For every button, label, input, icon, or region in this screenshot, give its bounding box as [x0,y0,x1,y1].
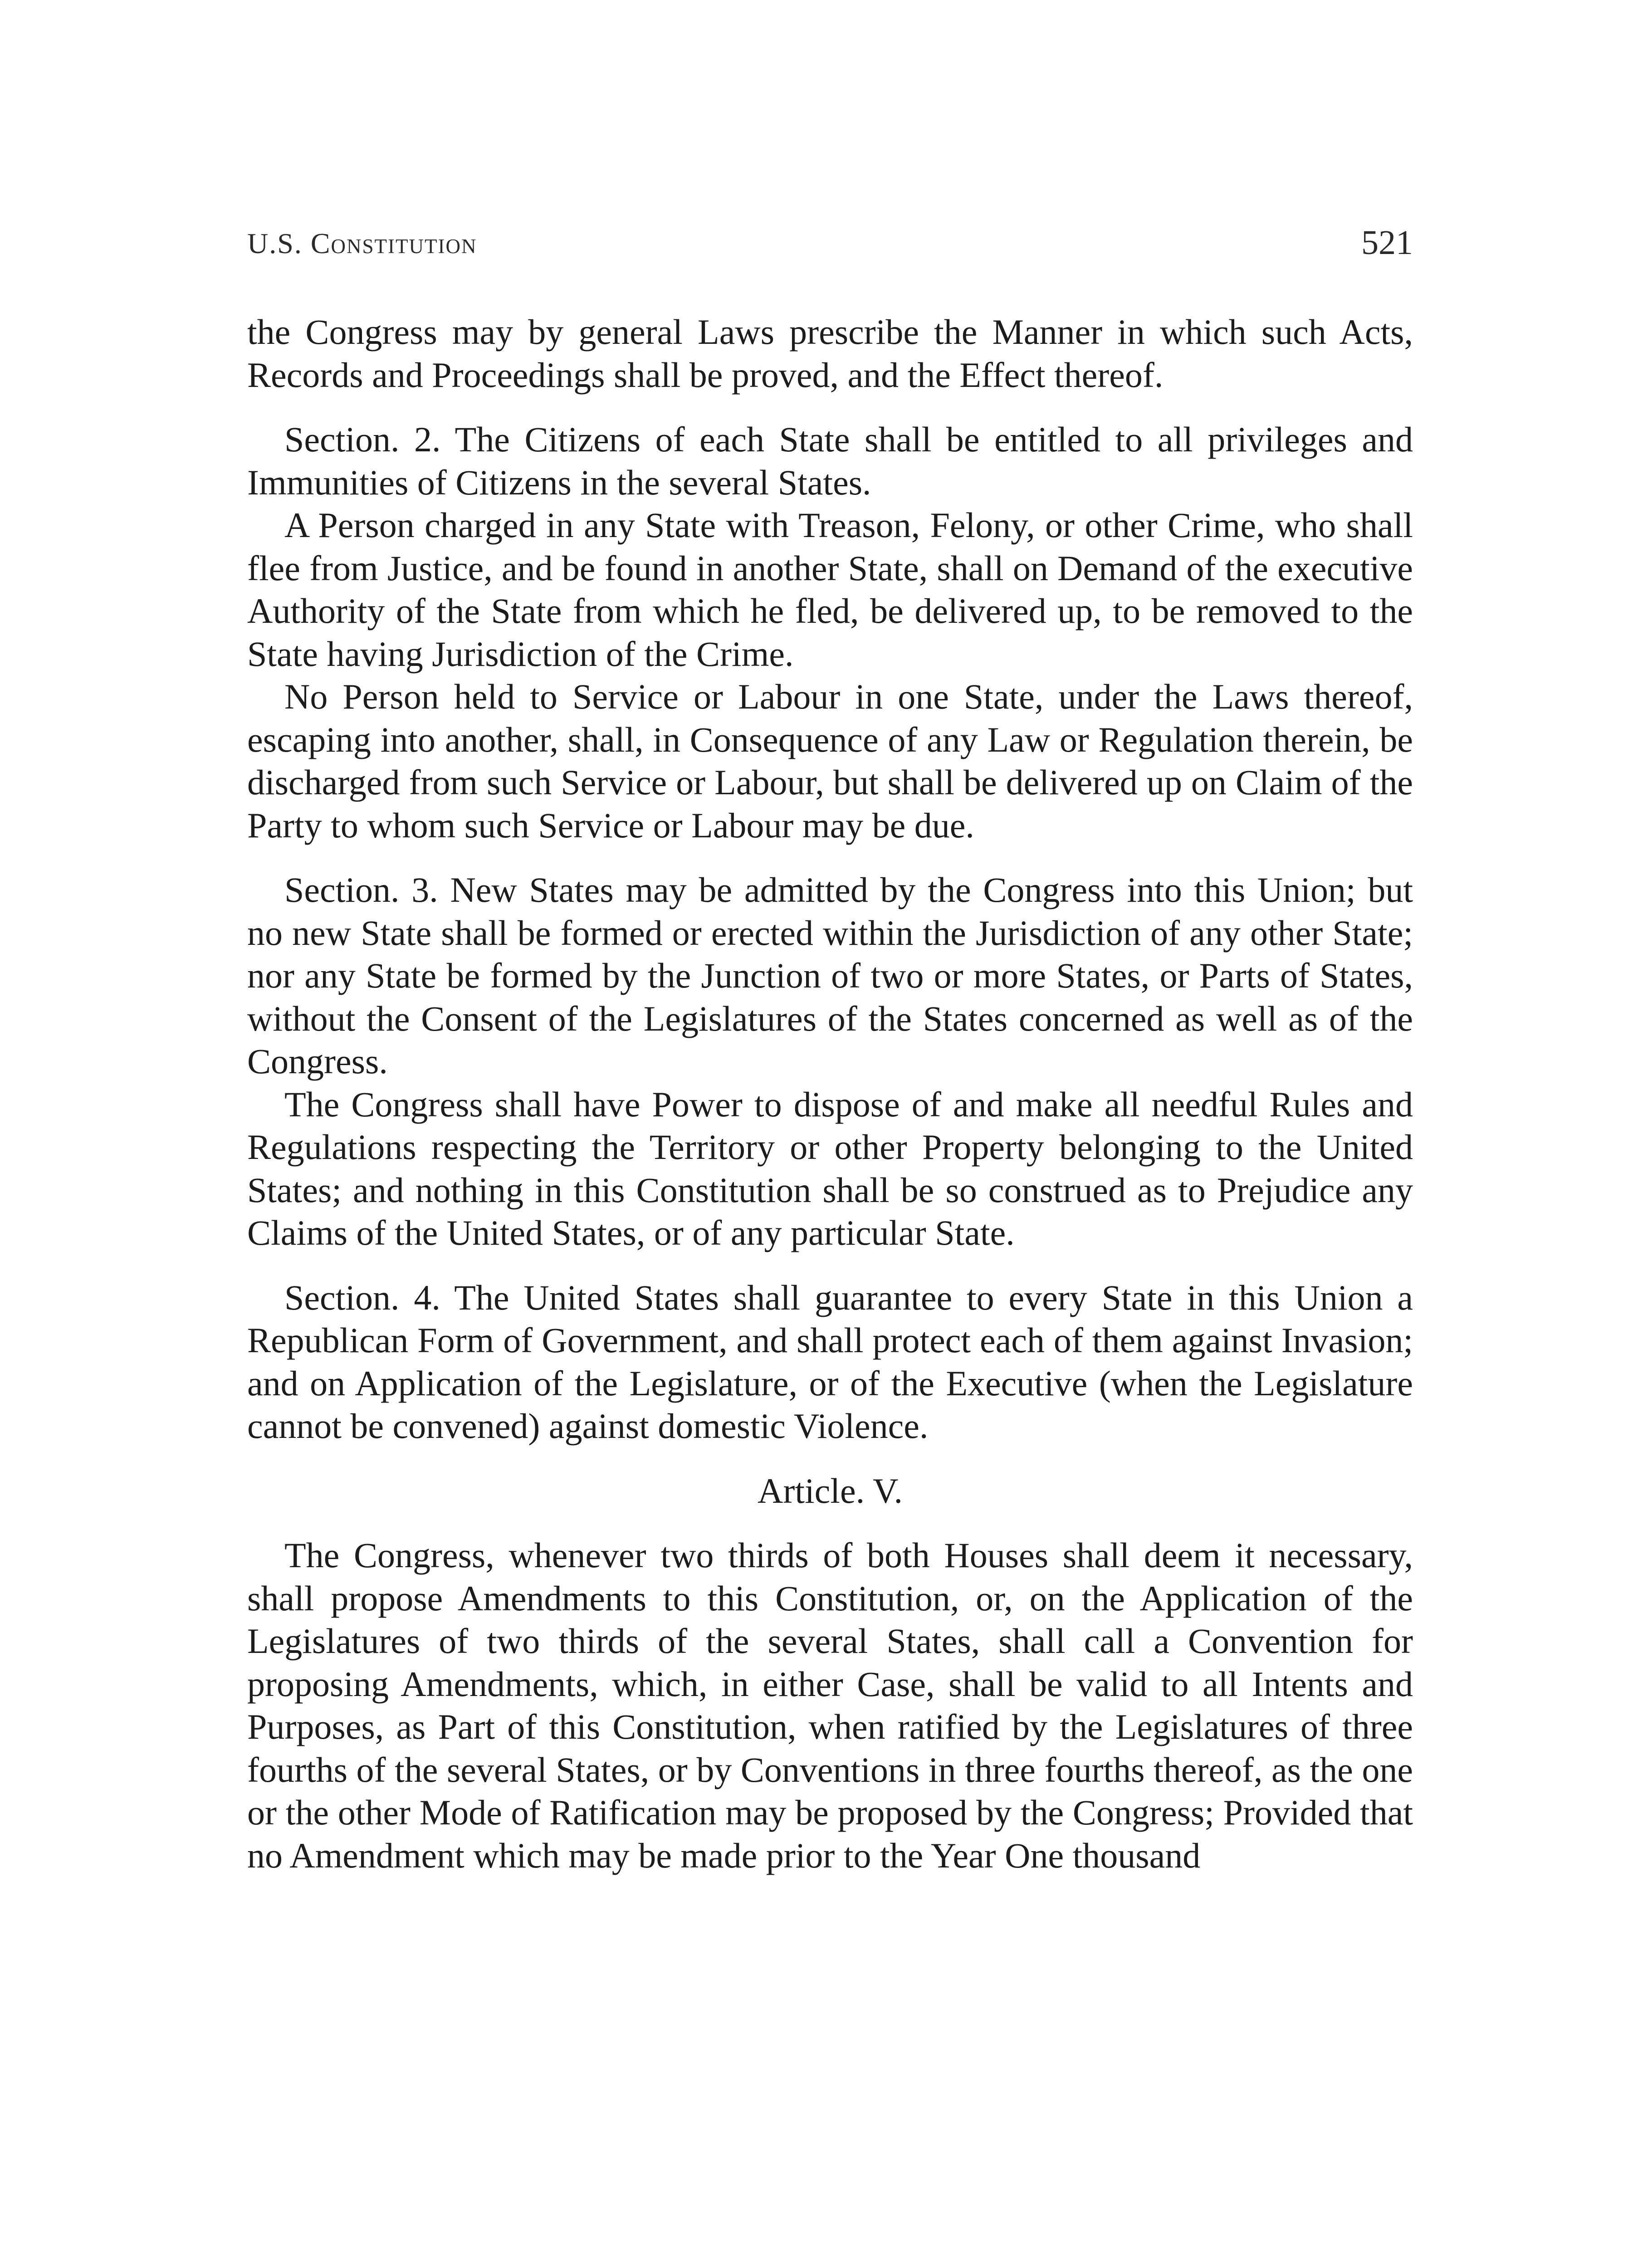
paragraph-continuation: the Congress may by general Laws prescribe the Manner in which such Acts, Records and Proceedings shall be proved, and the Effect thereof. [247,312,1413,395]
paragraph-service-labour: No Person held to Service or Labour in one State, under the Laws thereof, escaping into another, shall, in Consequence of any Law or Regulation therein, be discharged from such Service or Labour, but shall be delivered up on Claim of the Party to whom such Service or Labour may be due. [247,677,1413,845]
body-text [247,311,1413,1877]
page-number: 521 [1361,224,1413,262]
paragraph-territory: The Congress shall have Power to dispose of and make all needful Rules and Regulations respecting the Territory or other Property belonging to the United States; and nothing in this Constitution shall be so construed as to Prejudice any Claims of the United States, or of any particular State. [247,1084,1413,1252]
paragraph-section-2: Section. 2. The Citizens of each State shall be entitled to all privileges and Immunities of Citizens in the several States. [247,420,1413,502]
paragraph-extradition: A Person charged in any State with Treason, Felony, or other Crime, who shall flee from Justice, and be found in another State, shall on Demand of the executive Authority of the State from which he fled, be delivered up, to be removed to the State having Jurisdiction of the Crime. [247,505,1413,674]
running-header [247,224,1413,277]
article-heading: Article. V. [758,1471,903,1510]
paragraph-section-3: Section. 3. New States may be admitted by the Congress into this Union; but no new State shall be formed or erected within the Jurisdiction of any other State; nor any State be formed by the Junction of two or more States, or Parts of States, without the Consent of the Legislatures of the States concerned as well as of the Congress. [247,870,1413,1081]
paragraph-article-5: The Congress, whenever two thirds of both Houses shall deem it necessary, shall propose Amendments to this Constitution, or, on the Application of the Legislatures of two thirds of the several States, shall call a Convention for proposing Amendments, which, in either Case, shall be valid to all Intents and Purposes, as Part of this Constitution, when ratified by the Legislatures of three fourths of the several States, or by Conventions in three fourths thereof, as the one or the other Mode of Ratification may be proposed by the Congress; Provided that no Amendment which may be made prior to the Year One thousand [247,1535,1413,1875]
running-title: U.S. Constitution [247,227,477,259]
paragraph-section-4: Section. 4. The United States shall guarantee to every State in this Union a Republican Form of Government, and shall protect each of them against Invasion; and on Application of the Legislature, or of the Executive (when the Legislature cannot be convened) against domestic Violence. [247,1277,1413,1446]
